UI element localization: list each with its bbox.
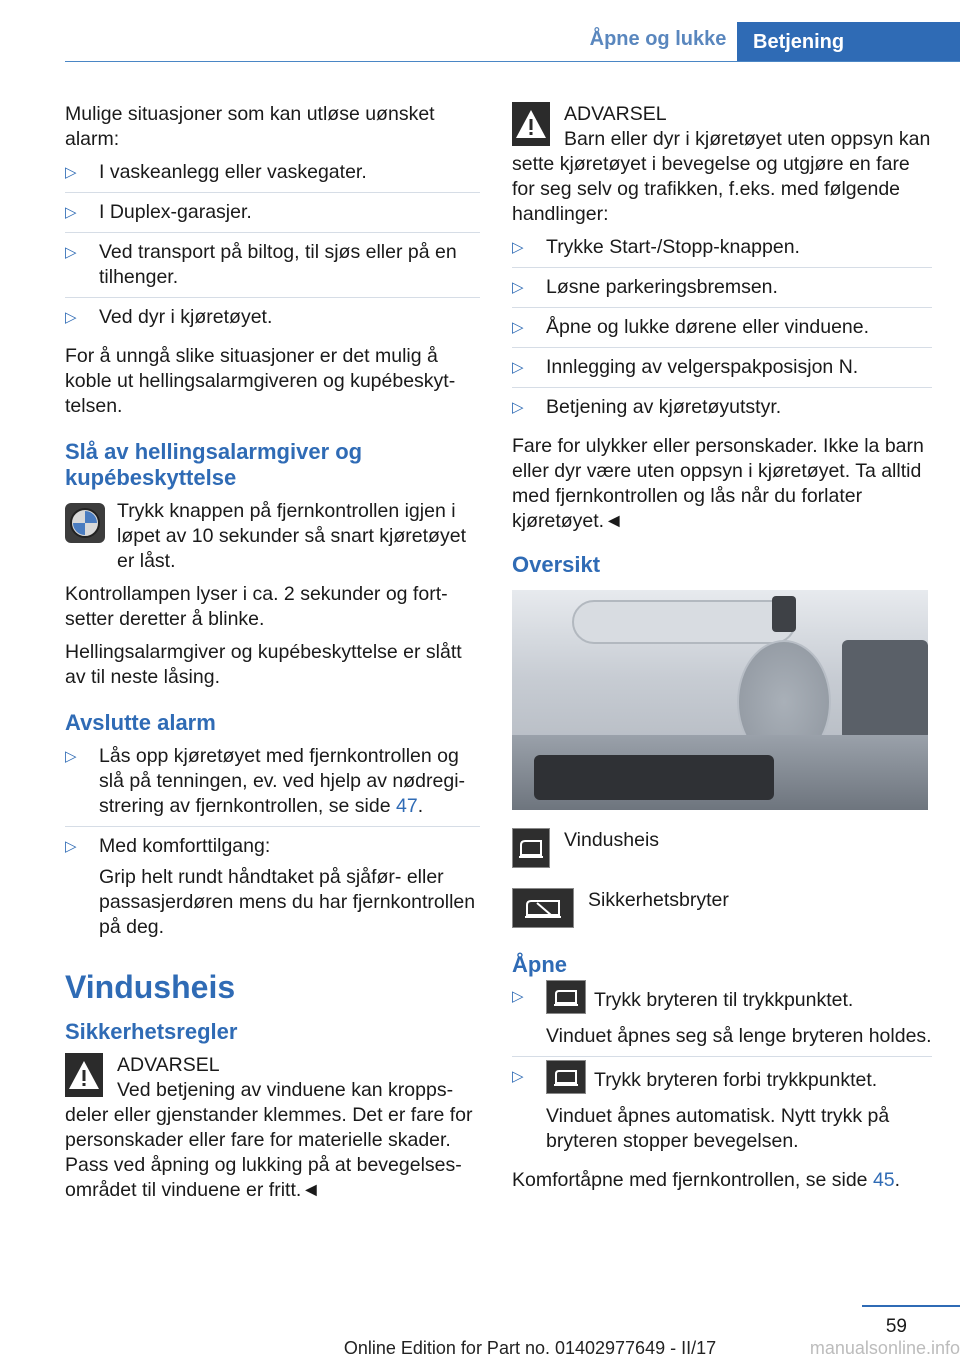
disable-note: For å unngå slike situasjoner er det mulig å koble ut hellingsalarmgiveren og kupébeskyttelsen.: [65, 345, 456, 417]
list-item: ▷ Åpne og lukke dørene eller vinduene.: [512, 315, 932, 348]
list-item: ▷ I Duplex-garasjer.: [65, 200, 480, 233]
remote-instruction: [65, 499, 480, 574]
comfort-open-text: Komfortåpne med fjernkontrollen, se side 45.: [512, 1169, 901, 1191]
window-switch-cluster: [534, 755, 774, 800]
list-item: ▷ Trykke Start-/Stopp-knappen.: [512, 235, 932, 268]
heading-disable: Slå av hellingsalarmgiver og kupébeskyttelse: [65, 439, 363, 490]
list-item: ▷ Trykk bryteren til trykkpunktet. Vinduet åpnes seg så lenge bryteren holdes.: [512, 984, 932, 1057]
header-tab: Betjening: [737, 22, 960, 62]
header-section: Åpne og lukke: [589, 28, 727, 50]
triangle-bullet-icon: ▷: [65, 309, 77, 326]
edition-text: Online Edition for Part no. 01402977649 - II/17: [343, 1338, 717, 1358]
list-item: ▷ Ved transport på biltog, til sjøs eller på en tilhenger.: [65, 240, 480, 298]
right-column: [512, 102, 932, 1201]
heading-end-alarm: Avslutte alarm: [65, 710, 216, 735]
page-link-47[interactable]: 47: [395, 795, 418, 817]
warning-close-text: Fare for ulykker eller personskader. Ikke la barn eller dyr være uten oppsyn i kjøretøyet. Ta alltid med fjernkontrollen og lås når du forlater kjøretøyet.◄: [512, 435, 924, 532]
warning-title: ADVARSEL: [117, 1054, 220, 1076]
window-switch-icon: [546, 980, 586, 1014]
press-remote-text: Trykk knappen på fjernkontrollen igjen i løpet av 10 sekunder så snart kjøretøyet er låst.: [117, 500, 466, 572]
mirror-switch: [772, 596, 796, 632]
list-item: ▷ Løsne parkeringsbremsen.: [512, 275, 932, 308]
door-handle: [572, 600, 796, 644]
page-link-45[interactable]: 45: [872, 1169, 895, 1191]
list-item: ▷ Ved dyr i kjøretøyet.: [65, 306, 273, 328]
legend-safety: [512, 888, 932, 934]
triangle-bullet-icon: ▷: [512, 988, 524, 1005]
page-rule: [862, 1305, 960, 1307]
triangle-bullet-icon: ▷: [65, 164, 77, 181]
window-switch-icon: [512, 828, 550, 868]
warning-block: [512, 102, 932, 227]
list-item: ▷ Med komforttilgang: Grip helt rundt håndtaket på sjåfør- eller passasjerdøren mens du har fjernkontrollen på deg.: [65, 834, 480, 947]
situations-list: [65, 160, 480, 337]
heading-safety: Sikkerhetsregler: [65, 1019, 238, 1044]
watermark-text: manualsonline.info: [809, 1338, 960, 1358]
open-list: [512, 984, 932, 1161]
list-item: ▷ I vaskeanlegg eller vaskegater.: [65, 160, 480, 193]
triangle-bullet-icon: ▷: [65, 204, 77, 221]
disabled-until-text: Hellingsalarmgiver og kupébeskyttelse er slått av til neste låsing.: [65, 641, 462, 688]
safety-switch-icon: [512, 888, 574, 928]
heading-overview: Oversikt: [512, 552, 601, 577]
door-panel-photo: [512, 590, 928, 810]
intro-text: Mulige situasjoner som kan utløse uønsket alarm:: [65, 103, 435, 150]
bmw-remote-icon: [65, 503, 105, 543]
triangle-bullet-icon: ▷: [65, 244, 77, 261]
warning-text: Barn eller dyr i kjøretøyet uten oppsyn kan sette kjøretøyet i bevegelse og utgjøre en fare for seg selv og trafikken, f.eks. med følgende handlinger:: [512, 128, 931, 225]
triangle-bullet-icon: ▷: [65, 748, 77, 765]
triangle-bullet-icon: ▷: [512, 359, 524, 376]
heading-windows: Vindusheis: [65, 969, 236, 1005]
list-item: ▷ Trykk bryteren forbi trykkpunktet. Vinduet åpnes automatisk. Nytt trykk på bryteren stopper bevegelsen.: [512, 1064, 932, 1161]
triangle-bullet-icon: ▷: [512, 1068, 524, 1085]
warning-text: Ved betjening av vinduene kan kroppsdeler eller gjenstander klemmes. Det er fare for personskader eller fare for materielle skader. Pass ved åpning og lukking på at bevegelsesområdet til vinduene er fritt.◄: [65, 1079, 473, 1201]
left-column: [65, 102, 480, 1211]
actions-list: [512, 235, 932, 427]
warning-block: [65, 1053, 480, 1203]
light-switch-panel: [842, 640, 928, 740]
list-item: ▷ Lås opp kjøretøyet med fjernkontrollen og slå på tenningen, ev. ved hjelp av nødregistrering av fjernkontrollen, se side 47.: [65, 744, 480, 827]
triangle-bullet-icon: ▷: [512, 399, 524, 416]
list-item: ▷ Innlegging av velgerspakposisjon N.: [512, 355, 932, 388]
legend-window: [512, 828, 932, 874]
triangle-bullet-icon: ▷: [512, 279, 524, 296]
legend-window-label: Vindusheis: [564, 829, 660, 851]
triangle-bullet-icon: ▷: [512, 239, 524, 256]
triangle-bullet-icon: ▷: [65, 838, 77, 855]
window-switch-icon: [546, 1060, 586, 1094]
warning-title: ADVARSEL: [564, 103, 667, 125]
warning-icon: [65, 1053, 103, 1097]
legend-safety-label: Sikkerhetsbryter: [588, 889, 729, 911]
end-alarm-list: [65, 744, 480, 947]
page-number: 59: [885, 1316, 907, 1337]
comfort-access-text: Grip helt rundt håndtaket på sjåfør- eller passasjerdøren mens du har fjernkontrollen på deg.: [99, 866, 476, 938]
heading-open: Åpne: [512, 952, 567, 977]
triangle-bullet-icon: ▷: [512, 319, 524, 336]
warning-icon: [512, 102, 550, 146]
header-rule: [65, 61, 960, 62]
lamp-text: Kontrollampen lyser i ca. 2 sekunder og fortsetter deretter å blinke.: [65, 583, 448, 630]
list-item: ▷ Betjening av kjøretøyutstyr.: [512, 396, 782, 418]
